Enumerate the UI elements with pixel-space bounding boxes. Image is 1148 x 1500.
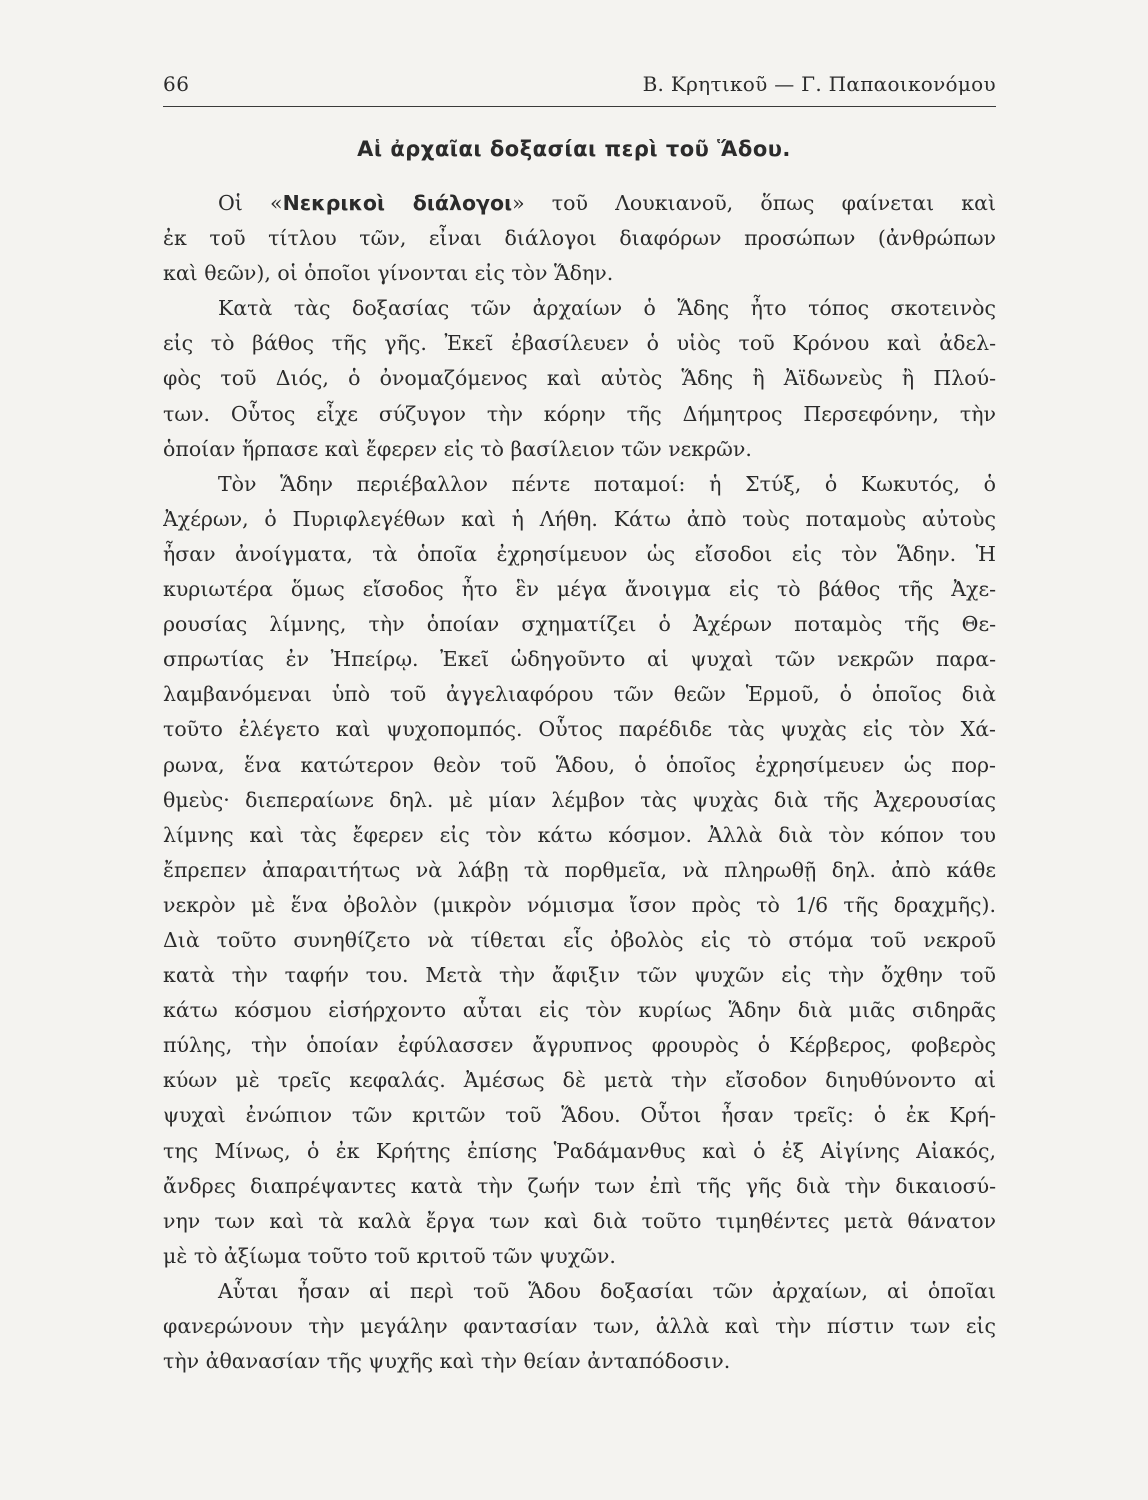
text-line: κάτω κόσμου εἰσήρχοντο αὗται εἰς τὸν κυρίως Ἅδην διὰ μιᾶς σιδηρᾶς xyxy=(163,998,996,1023)
text-line: εἰς τὸ βάθος τῆς γῆς. Ἐκεῖ ἐβασίλευεν ὁ υἱὸς τοῦ Κρόνου καὶ ἀδελ- xyxy=(163,331,996,356)
text-line xyxy=(163,186,996,221)
page-header xyxy=(163,66,996,107)
text-line: φανερώνουν τὴν μεγάλην φαντασίαν των, ἀλλὰ καὶ τὴν πίστιν των εἰς xyxy=(163,1314,996,1338)
line-text-before-bold: Οἱ « xyxy=(218,191,283,215)
text-line: πύλης, τὴν ὁποίαν ἐφύλασσεν ἄγρυπνος φρουρὸς ὁ Κέρβερος, φοβερὸς xyxy=(163,1033,996,1058)
text-line: τὴν ἀθανασίαν τῆς ψυχῆς καὶ τὴν θείαν ἀνταπόδοσιν. xyxy=(163,1349,731,1374)
text-line: ρωνα, ἕνα κατώτερον θεὸν τοῦ Ἅδου, ὁ ὁποῖος ἐχρησίμευεν ὡς πορ- xyxy=(163,752,996,777)
text-line: των. Οὗτος εἶχε σύζυγον τὴν κόρην τῆς Δήμητρος Περσεφόνην, τὴν xyxy=(163,401,996,426)
running-head: Β. Κρητικοῦ — Γ. Παπαοικονόμου xyxy=(642,72,996,96)
text-line: νην των καὶ τὰ καλὰ ἔργα των καὶ διὰ τοῦτο τιμηθέντες μετὰ θάνατον xyxy=(163,1208,996,1233)
text-line: λαμβανόμεναι ὑπὸ τοῦ ἀγγελιαφόρου τῶν θεῶν Ἑρμοῦ, ὁ ὁποῖος διὰ xyxy=(163,682,996,707)
text-line: τοῦτο ἐλέγετο καὶ ψυχοπομπός. Οὗτος παρέδιδε τὰς ψυχὰς εἰς τὸν Χά- xyxy=(163,717,996,742)
text-line: ψυχαὶ ἐνώπιον τῶν κριτῶν τοῦ Ἅδου. Οὗτοι ἦσαν τρεῖς: ὁ ἐκ Κρή- xyxy=(163,1103,996,1128)
text-line: Αὗται ἦσαν αἱ περὶ τοῦ Ἅδου δοξασίαι τῶν ἀρχαίων, αἱ ὁποῖαι xyxy=(218,1278,996,1303)
text-line: κυριωτέρα ὅμως εἴσοδος ἦτο ἓν μέγα ἄνοιγμα εἰς τὸ βάθος τῆς Ἀχε- xyxy=(163,577,996,602)
text-line: κύων μὲ τρεῖς κεφαλάς. Ἀμέσως δὲ μετὰ τὴν εἴσοδον διηυθύνοντο αἱ xyxy=(163,1068,996,1093)
body-text xyxy=(163,186,996,1379)
text-line: φὸς τοῦ Διός, ὁ ὀνομαζόμενος καὶ αὐτὸς Ἅδης ἢ Ἀϊδωνεὺς ἢ Πλού- xyxy=(163,366,996,391)
text-line: λίμνης καὶ τὰς ἔφερεν εἰς τὸν κάτω κόσμον. Ἀλλὰ διὰ τὸν κόπον του xyxy=(163,822,996,847)
text-line: ἦσαν ἀνοίγματα, τὰ ὁποῖα ἐχρησίμευον ὡς εἴσοδοι εἰς τὸν Ἅδην. Ἡ xyxy=(163,541,996,566)
text-line: Τὸν Ἅδην περιέβαλλον πέντε ποταμοί: ἡ Στύξ, ὁ Κωκυτός, ὁ xyxy=(218,471,996,496)
section-title: Αἱ ἀρχαῖαι δοξασίαι περὶ τοῦ Ἅδου. xyxy=(357,137,791,161)
text-line: μὲ τὸ ἀξίωμα τοῦτο τοῦ κριτοῦ τῶν ψυχῶν. xyxy=(163,1243,616,1268)
text-line: σπρωτίας ἐν Ἠπείρῳ. Ἐκεῖ ὡδηγοῦντο αἱ ψυχαὶ τῶν νεκρῶν παρα- xyxy=(163,647,996,672)
line-text-after-bold: » τοῦ Λουκιανοῦ, ὅπως φαίνεται καὶ xyxy=(512,191,996,215)
page-number: 66 xyxy=(163,72,190,96)
text-line: Κατὰ τὰς δοξασίας τῶν ἀρχαίων ὁ Ἅδης ἦτο τόπος σκοτεινὸς xyxy=(218,296,996,321)
text-line: της Μίνως, ὁ ἐκ Κρήτης ἐπίσης Ῥαδάμανθυς καὶ ὁ ἐξ Αἰγίνης Αἰακός, xyxy=(163,1138,996,1163)
text-line: ἄνδρες διαπρέψαντες κατὰ τὴν ζωήν των ἐπὶ τῆς γῆς διὰ τὴν δικαιοσύ- xyxy=(163,1173,996,1198)
text-line: κατὰ τὴν ταφήν του. Μετὰ τὴν ἄφιξιν τῶν ψυχῶν εἰς τὴν ὄχθην τοῦ xyxy=(163,963,996,988)
text-line: Ἀχέρων, ὁ Πυριφλεγέθων καὶ ἡ Λήθη. Κάτω ἀπὸ τοὺς ποταμοὺς αὐτοὺς xyxy=(163,506,996,531)
text-line: ἔπρεπεν ἀπαραιτήτως νὰ λάβῃ τὰ πορθμεῖα, νὰ πληρωθῇ δηλ. ἀπὸ κάθε xyxy=(163,857,996,882)
text-line: ρουσίας λίμνης, τὴν ὁποίαν σχηματίζει ὁ Ἀχέρων ποταμὸς τῆς Θε- xyxy=(163,612,996,637)
text-line: θμεὺς· διεπεραίωνε δηλ. μὲ μίαν λέμβον τὰς ψυχὰς διὰ τῆς Ἀχερουσίας xyxy=(163,787,996,812)
text-line: καὶ θεῶν), οἱ ὁποῖοι γίνονται εἰς τὸν Ἅδην. xyxy=(163,261,614,286)
text-line: Διὰ τοῦτο συνηθίζετο νὰ τίθεται εἷς ὀβολὸς εἰς τὸ στόμα τοῦ νεκροῦ xyxy=(163,927,996,952)
text-line: ἐκ τοῦ τίτλου τῶν, εἶναι διάλογοι διαφόρων προσώπων (ἀνθρώπων xyxy=(163,226,996,251)
text-line: ὁποίαν ἥρπασε καὶ ἔφερεν εἰς τὸ βασίλειον τῶν νεκρῶν. xyxy=(163,436,752,461)
text-line: νεκρὸν μὲ ἕνα ὀβολὸν (μικρὸν νόμισμα ἴσον πρὸς τὸ 1/6 τῆς δραχμῆς). xyxy=(163,892,996,917)
bold-book-title: Νεκρικοὶ διάλογοι xyxy=(282,191,513,215)
